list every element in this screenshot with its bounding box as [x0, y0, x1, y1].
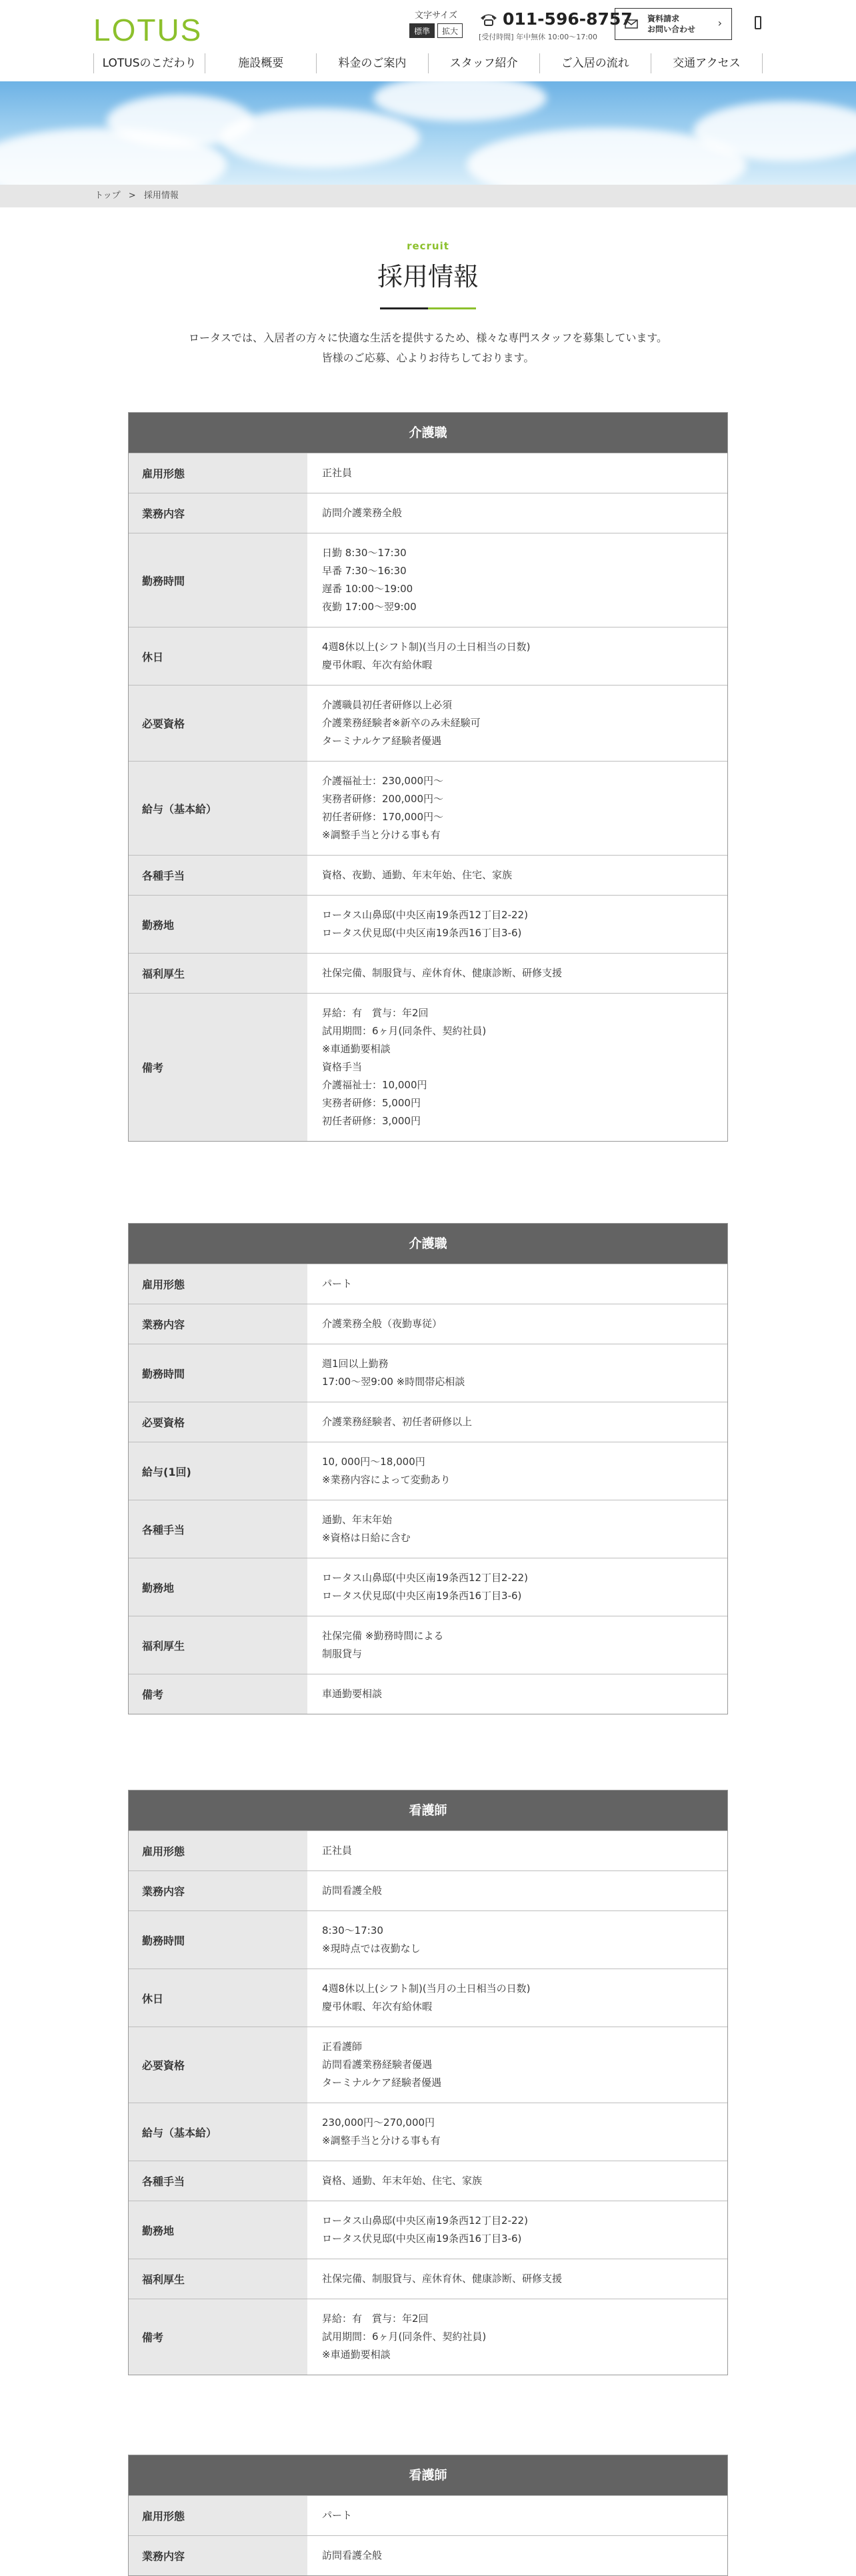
job-row-label: 各種手当	[129, 2161, 307, 2201]
job-row-label: 休日	[129, 627, 307, 685]
request-line2: お問い合わせ	[647, 25, 696, 34]
job-row-value-line: 介護業務全般（夜勤専従）	[322, 1318, 443, 1330]
tel-number[interactable]: 011-596-8757	[503, 9, 633, 29]
font-size-large-button[interactable]: 拡大	[437, 23, 463, 38]
job-row-value-line: 昇給：有 賞与：年2回	[322, 2313, 429, 2325]
intro-line: ロータスでは、入居者の方々に快適な生活を提供するため、様々な専門スタッフを募集しています。	[188, 331, 668, 344]
job-row-value	[307, 453, 727, 493]
job-row-label: 業務内容	[129, 1304, 307, 1344]
job-row	[129, 1830, 727, 1870]
job-row-value-line: 8:30～17:30	[322, 1924, 383, 1937]
job-row-label: 勤務地	[129, 896, 307, 953]
job-row-value	[307, 1831, 727, 1870]
job-row-label: 必要資格	[129, 2027, 307, 2103]
job-row-value-line: ターミナルケア経験者優遇	[322, 2077, 441, 2089]
job-row	[129, 1304, 727, 1344]
job-row-value-line: ロータス山鼻邸(中央区南19条西12丁目2-22)	[322, 909, 528, 921]
job-row	[129, 1616, 727, 1674]
mail-icon	[625, 19, 638, 29]
job-row	[129, 1500, 727, 1558]
job-row	[129, 2027, 727, 2103]
job-row	[129, 1969, 727, 2027]
job-row-value-line: 日勤 8:30～17:30	[322, 547, 407, 559]
job-row-value-line: 制服貸与	[322, 1648, 363, 1660]
nav-item-staff[interactable]: スタッフ紹介	[428, 53, 539, 73]
job-row-label: 福利厚生	[129, 1616, 307, 1674]
job-row	[129, 1402, 727, 1442]
breadcrumb	[0, 185, 856, 207]
nav-item-flow[interactable]: ご入居の流れ	[539, 53, 651, 73]
job-row-value-line: 車通勤要相談	[322, 1688, 383, 1700]
job-row-value-line: 訪問看護全般	[322, 1884, 383, 1896]
job-row	[129, 1558, 727, 1616]
global-nav	[93, 53, 763, 80]
job-row-value-line: 試用期間：6ヶ月(同条件、契約社員)	[322, 1025, 487, 1037]
chevron-right-icon: ›	[717, 17, 722, 29]
job-row-value-line: 正社員	[322, 1844, 353, 1856]
job-row-label: 業務内容	[129, 493, 307, 533]
job-row-value-line: 慶弔休暇、年次有給休暇	[322, 2001, 433, 2013]
section-title-en: recruit	[407, 240, 449, 252]
job-row-value-line: ロータス伏見邸(中央区南19条西16丁目3-6)	[322, 2233, 522, 2245]
job-row-label: 給与(1回)	[129, 1442, 307, 1500]
job-row-value	[307, 1616, 727, 1674]
job-row	[129, 2161, 727, 2201]
job-row-value	[307, 533, 727, 627]
job-row-value	[307, 2027, 727, 2103]
job-row-value	[307, 1871, 727, 1910]
job-row-value-line: ロータス伏見邸(中央区南19条西16丁目3-6)	[322, 927, 522, 939]
job-row-label: 勤務地	[129, 2201, 307, 2259]
job-row-label: 雇用形態	[129, 1264, 307, 1304]
job-row-value-line: 社保完備、制服貸与、産休育休、健康診断、研修支援	[322, 2273, 563, 2285]
job-row-label: 備考	[129, 994, 307, 1141]
job-row-value-line: 慶弔休暇、年次有給休暇	[322, 659, 433, 671]
job-row-value-line: 訪問介護業務全般	[322, 507, 403, 519]
job-row-value	[307, 2259, 727, 2299]
job-row-label: 給与（基本給）	[129, 2103, 307, 2161]
job-row	[129, 2259, 727, 2299]
job-row-value	[307, 856, 727, 895]
job-row	[129, 1344, 727, 1402]
job-row-value-line: 実務者研修：200,000円～	[322, 793, 444, 805]
job-row-value	[307, 627, 727, 685]
job-row	[129, 1442, 727, 1500]
job-row-value-line: 訪問看護業務経験者優遇	[322, 2059, 433, 2071]
job-row	[129, 1910, 727, 1969]
job-row-value-line: 4週8休以上(シフト制)(当月の土日相当の日数)	[322, 1983, 531, 1995]
job-row-value	[307, 686, 727, 761]
job-row-value-line: 230,000円～270,000円	[322, 2117, 435, 2129]
tel-hours: [受付時間] 年中無休 10:00～17:00	[479, 33, 597, 41]
job-row	[129, 2535, 727, 2575]
job-row	[129, 2495, 727, 2535]
job-row-value-line: 週1回以上勤務	[322, 1358, 389, 1370]
nav-item-access[interactable]: 交通アクセス	[651, 53, 763, 73]
job-row-value	[307, 1304, 727, 1344]
job-row-value	[307, 1969, 727, 2027]
job-row-label: 雇用形態	[129, 1831, 307, 1870]
job-row-label: 必要資格	[129, 686, 307, 761]
job-row	[129, 2201, 727, 2259]
job-row-value-line: 正看護師	[322, 2041, 363, 2053]
job-row-value-line: ※調整手当と分ける事も有	[322, 829, 441, 841]
job-row-value-line: 社保完備、制服貸与、産休育休、健康診断、研修支援	[322, 967, 563, 979]
breadcrumb-current: 採用情報	[143, 191, 179, 201]
job-row	[129, 453, 727, 493]
job-row-value-line: ※業務内容によって変動あり	[322, 1474, 451, 1486]
job-row-label: 勤務時間	[129, 1344, 307, 1402]
logo[interactable]: LOTUS	[93, 13, 203, 47]
nav-item-price[interactable]: 料金のご案内	[316, 53, 427, 73]
job-row-value-line: 資格手当	[322, 1061, 363, 1073]
job-row-value-line: ロータス伏見邸(中央区南19条西16丁目3-6)	[322, 1590, 522, 1602]
job-row	[129, 761, 727, 855]
job-row-label: 業務内容	[129, 1871, 307, 1910]
job-row-value-line: ※車通勤要相談	[322, 1043, 391, 1055]
job-row-label: 勤務時間	[129, 533, 307, 627]
job-row-value	[307, 2536, 727, 2575]
job-row-label: 勤務地	[129, 1558, 307, 1616]
job-row-value	[307, 2299, 727, 2375]
job-row-label: 必要資格	[129, 1402, 307, 1442]
breadcrumb-separator: >	[128, 191, 136, 201]
job-row-value-line: 正社員	[322, 467, 353, 479]
breadcrumb-home[interactable]: トップ	[95, 191, 121, 201]
job-row-label: 各種手当	[129, 1500, 307, 1558]
job-row-value	[307, 1344, 727, 1402]
job-row-value	[307, 994, 727, 1141]
job-row	[129, 627, 727, 685]
font-size-label: 文字サイズ	[415, 11, 457, 21]
job-row-value-line: 資格、通勤、年末年始、住宅、家族	[322, 2175, 483, 2187]
job-row-value	[307, 1264, 727, 1304]
request-line1: 資料請求	[647, 14, 680, 23]
nav-item-kodawari[interactable]: LOTUSのこだわり	[93, 53, 205, 73]
job-row-value	[307, 1911, 727, 1969]
job-row	[129, 1674, 727, 1714]
job-row-value-line: 4週8休以上(シフト制)(当月の土日相当の日数)	[322, 641, 531, 653]
job-row-label: 備考	[129, 1674, 307, 1714]
job-row	[129, 685, 727, 761]
job-row-value-line: 介護職員初任者研修以上必須	[322, 699, 453, 711]
job-row-value	[307, 896, 727, 953]
job-title: 介護職	[129, 413, 727, 453]
job-row	[129, 533, 727, 627]
job-row-value-line: 資格、夜勤、通勤、年末年始、住宅、家族	[322, 869, 513, 881]
job-row-label: 福利厚生	[129, 954, 307, 993]
job-row-value	[307, 1674, 727, 1714]
job-row-label: 業務内容	[129, 2536, 307, 2575]
job-row-value	[307, 2161, 727, 2201]
job-row-value	[307, 1558, 727, 1616]
job-title: 看護師	[129, 2455, 727, 2495]
job-row-value-line: 訪問看護全般	[322, 2549, 383, 2561]
job-row-label: 各種手当	[129, 856, 307, 895]
job-title: 介護職	[129, 1224, 727, 1264]
menu-icon[interactable]	[755, 16, 761, 29]
job-row-value-line: 初任者研修：3,000円	[322, 1115, 421, 1127]
job-row-label: 休日	[129, 1969, 307, 2027]
page-title: 採用情報	[377, 262, 479, 291]
job-row-value-line: 介護業務経験者※新卒のみ未経験可	[322, 717, 481, 729]
job-row-label: 福利厚生	[129, 2259, 307, 2299]
section-heading	[0, 240, 856, 309]
tel-block	[479, 9, 633, 42]
job-row-label: 雇用形態	[129, 453, 307, 493]
job-row-value-line: 17:00～翌9:00 ※時間帯応相談	[322, 1376, 465, 1388]
site-header	[0, 0, 856, 81]
job-row	[129, 953, 727, 993]
request-button[interactable]	[615, 8, 732, 40]
job-table	[128, 2455, 728, 2576]
job-row-value	[307, 2103, 727, 2161]
job-row	[129, 2299, 727, 2375]
job-row-value-line: 実務者研修：5,000円	[322, 1097, 421, 1109]
job-row-label: 勤務時間	[129, 1911, 307, 1969]
job-row	[129, 895, 727, 953]
job-row-value	[307, 1442, 727, 1500]
job-row-value	[307, 762, 727, 855]
job-row-value-line: 初任者研修：170,000円～	[322, 811, 444, 823]
phone-icon	[479, 12, 499, 27]
font-size-standard-button[interactable]: 標準	[409, 23, 435, 38]
job-row	[129, 993, 727, 1141]
job-row	[129, 493, 727, 533]
job-row-value-line: 介護業務経験者、初任者研修以上	[322, 1416, 473, 1428]
job-row-label: 備考	[129, 2299, 307, 2375]
job-row-value	[307, 2496, 727, 2535]
job-row-value	[307, 2201, 727, 2259]
job-row-value-line: ロータス山鼻邸(中央区南19条西12丁目2-22)	[322, 1572, 528, 1584]
font-size-switcher	[408, 8, 464, 38]
job-row-value-line: ターミナルケア経験者優遇	[322, 735, 441, 747]
intro-line: 皆様のご応募、心よりお待ちしております。	[321, 351, 535, 364]
job-row-value-line: 試用期間：6ヶ月(同条件、契約社員)	[322, 2331, 487, 2343]
job-row-value	[307, 1402, 727, 1442]
job-row-value	[307, 1500, 727, 1558]
title-underline	[380, 307, 476, 309]
job-row	[129, 2103, 727, 2161]
job-title: 看護師	[129, 1790, 727, 1830]
job-row-value	[307, 493, 727, 533]
job-row-label: 雇用形態	[129, 2496, 307, 2535]
job-row-value-line: 夜勤 17:00～翌9:00	[322, 601, 417, 613]
job-row-value-line: 10, 000円～18,000円	[322, 1456, 425, 1468]
job-row-value-line: ※資格は日給に含む	[322, 1532, 411, 1544]
job-row-value-line: 社保完備 ※勤務時間による	[322, 1630, 444, 1642]
nav-item-facility[interactable]: 施設概要	[205, 53, 316, 73]
job-row-value-line: ※現時点では夜勤なし	[322, 1943, 421, 1955]
job-row-value-line: ※車通勤要相談	[322, 2349, 391, 2361]
job-row-value-line: 昇給：有 賞与：年2回	[322, 1007, 429, 1019]
job-row-value-line: 通勤、年末年始	[322, 1514, 393, 1526]
job-row-value-line: ロータス山鼻邸(中央区南19条西12丁目2-22)	[322, 2215, 528, 2227]
job-row	[129, 855, 727, 895]
job-row-value-line: 遅番 10:00～19:00	[322, 583, 413, 595]
job-row-value-line: パート	[322, 2509, 353, 2521]
job-table	[128, 1790, 728, 2375]
job-row-value-line: 介護福祉士：10,000円	[322, 1079, 427, 1091]
hero-sky-image	[0, 81, 856, 185]
job-row-value	[307, 954, 727, 993]
intro-text	[0, 328, 856, 368]
job-row	[129, 1264, 727, 1304]
job-row-value-line: パート	[322, 1278, 353, 1290]
job-row	[129, 1870, 727, 1910]
job-row-value-line: ※調整手当と分ける事も有	[322, 2135, 441, 2147]
job-table	[128, 1223, 728, 1714]
job-table	[128, 412, 728, 1142]
job-row-value-line: 早番 7:30～16:30	[322, 565, 407, 577]
job-row-label: 給与（基本給）	[129, 762, 307, 855]
job-row-value-line: 介護福祉士：230,000円～	[322, 775, 444, 787]
